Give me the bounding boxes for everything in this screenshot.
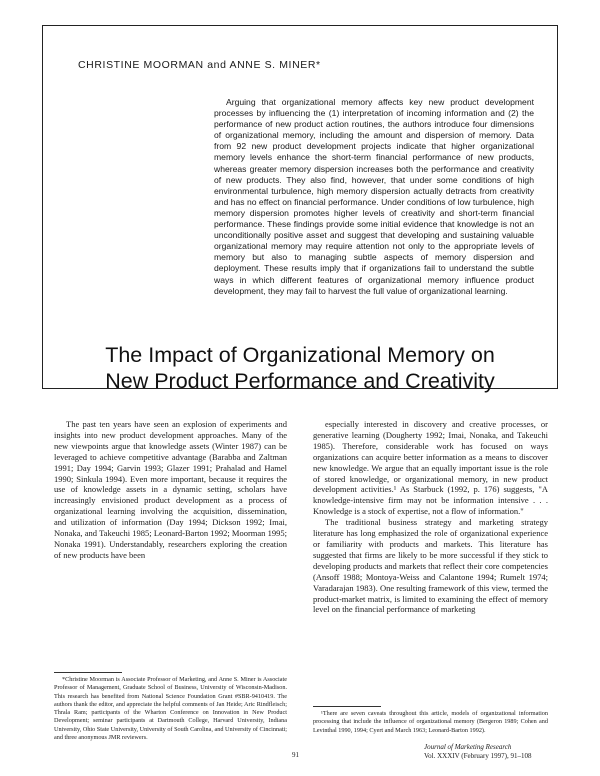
body-paragraph: especially interested in discovery and creative processes, or generative learning (Dougherty 1992; Imai, Nonaka, and Takeuchi 1985). Therefore, considerable work has focused on ways organizations can acquire better information as a means to discover new knowledge. We argue that an equally important issue is the role of stored knowledge, or organizational memory, in new product development activities.¹ As Starbuck (1992, p. 176) suggests, "A knowledge-intensive firm may not be information intensive . . . Knowledge is a stock of expertise, not a flow of information." [313,419,548,517]
body-column-right [313,419,548,615]
journal-citation [424,743,531,760]
footnote-rule-left [54,672,122,673]
title-line-1: The Impact of Organizational Memory on [105,343,495,367]
page-number: 91 [292,751,299,759]
journal-volume: Vol. XXXIV (February 1997), 91–108 [424,751,532,760]
footnote-rule-right [313,706,381,707]
footnote-text: *Christine Moorman is Associate Professor of Marketing, and Anne S. Miner is Associate Professor of Management, Graduate School of Business, University of Wisconsin-Madison. This research has benefited from National Science Foundation Grant #SBR-9410419. The authors thank the editor, and appreciate the helpful comments of Jan Heide; Aric Rindfleisch; Thrala Ram; participants of the Wharton Conference on Innovation in New Product Development; seminar participants at Dartmouth College, Harvard University, Indiana University, Ohio State University, University of South Carolina, and University of Cincinnati; and three anonymous JMR reviewers. [54,676,287,742]
body-paragraph: The past ten years have seen an explosion of experiments and insights into new product development approaches. Many of the new viewpoints argue that knowledge assets (Winter 1987) can be leveraged to achieve competitive advantage (Barabba and Zaltman 1991; Day 1994; Garvin 1993; Glazer 1991; Prahalad and Hamel 1990; Sinkula 1994). Even more important, because it requires the use of knowledge assets in a dynamic setting, scholars have increasingly envisioned product development as a process of organizational learning involving the acquisition, dissemination, and utilization of information (Day 1994; Dickson 1992; Imai, Nonaka, and Takeuchi 1985; Leonard-Barton 1992; Moorman 1995; Nonaka 1991). Understandably, researchers exploring the creation of new products have been [54,419,287,560]
body-paragraph: The traditional business strategy and marketing strategy literature has long emphasized the role of organizational experience or familiarity with products and markets. This literature has suggested that firms are likely to be more successful if they stick to developing products and markets that reflect their core competencies (Ansoff 1988; Montoya-Weiss and Calantone 1994; Rumelt 1974; Varadarajan 1983). One resulting framework of this view, termed the product-market matrix, is limited to examining the effect of memory level on the financial performance of marketing [313,517,548,615]
author-byline: CHRISTINE MOORMAN and ANNE S. MINER* [78,59,321,71]
footnote-text: ¹There are seven caveats throughout this article, models of organizational information processing that include the influence of organizational memory (Bergeron 1989; Cohen and Levinthal 1990, 1994; Cyert and March 1963; Leonard-Barton 1992). [313,710,548,734]
footnote-author [54,676,287,742]
footnote-1 [313,710,548,735]
title-line-2: New Product Performance and Creativity [105,369,495,393]
abstract: Arguing that organizational memory affects key new product development processes by influencing the (1) interpretation of incoming information and (2) the performance of new product action routines, the authors introduce four dimensions of organizational memory, including the amount and dispersion of memory. Data from 92 new product development projects indicate that higher organizational memory levels enhance the short-term financial performance of new products, whereas greater memory dispersion increases both the performance and creativity of new products. They also find, however, that under some conditions of high environmental turbulence, high memory dispersion actually detracts from creativity and has no effect on financial performance. Under conditions of low turbulence, high memory dispersion promotes higher levels of creativity and short-term financial performance. These findings provide some initial evidence that knowledge is not an unconditionally positive asset and suggest that developing and sustaining valuable organizational memory may require attention not only to the appropriate levels of memory but also to managing subtle aspects of memory dispersion and deployment. These results imply that if organizations fail to understand the subtle ways in which different features of organizational memory influence product development, they may fail to harvest the full value of organizational learning. [214,97,534,296]
journal-name: Journal of Marketing Research [424,743,512,751]
body-column-left [54,419,287,561]
article-title [42,342,558,394]
